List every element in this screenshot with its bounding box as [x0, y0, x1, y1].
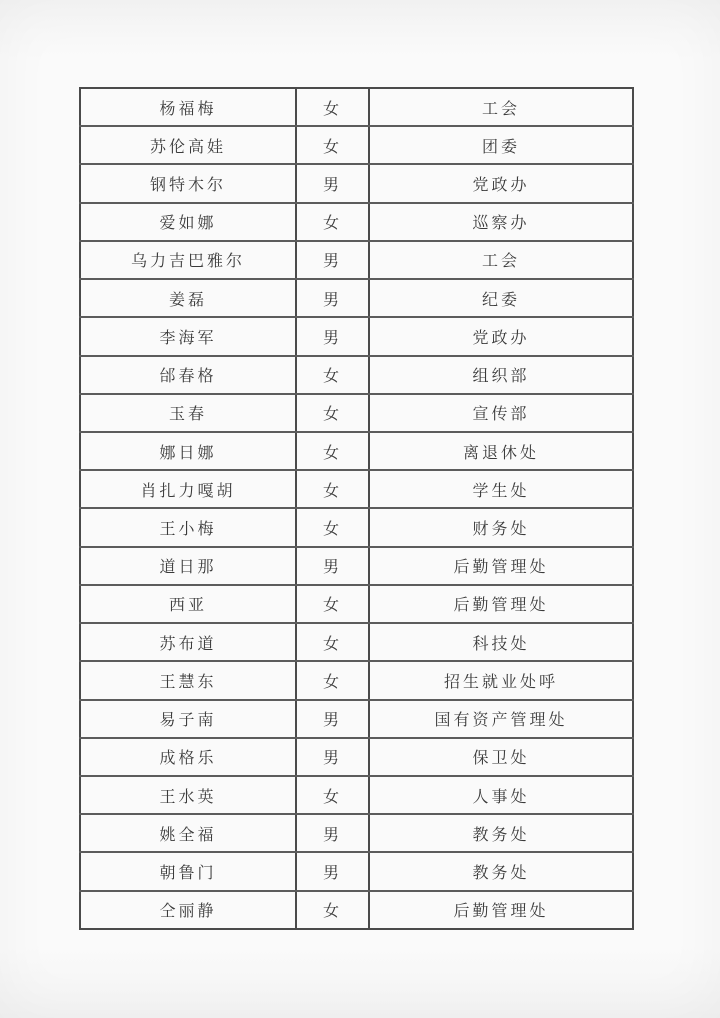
- department-cell: 工会: [369, 88, 633, 126]
- table-row: [80, 470, 633, 508]
- gender-cell: 女: [296, 776, 369, 814]
- gender-cell: 男: [296, 164, 369, 202]
- department-cell: 组织部: [369, 356, 633, 394]
- table-row: [80, 852, 633, 890]
- table-row: [80, 508, 633, 546]
- gender-cell: 女: [296, 891, 369, 929]
- name-cell: 姜磊: [80, 279, 296, 317]
- table-row: [80, 814, 633, 852]
- name-cell: 道日那: [80, 547, 296, 585]
- name-cell: 西亚: [80, 585, 296, 623]
- department-cell: 后勤管理处: [369, 891, 633, 929]
- name-cell: 成格乐: [80, 738, 296, 776]
- name-cell: 仝丽静: [80, 891, 296, 929]
- gender-cell: 女: [296, 126, 369, 164]
- name-cell: 肖扎力嘎胡: [80, 470, 296, 508]
- name-cell: 苏伦高娃: [80, 126, 296, 164]
- table-row: [80, 126, 633, 164]
- department-cell: 教务处: [369, 814, 633, 852]
- table-row: [80, 279, 633, 317]
- name-cell: 王水英: [80, 776, 296, 814]
- name-cell: 爱如娜: [80, 203, 296, 241]
- table-row: [80, 776, 633, 814]
- department-cell: 国有资产管理处: [369, 700, 633, 738]
- gender-cell: 男: [296, 279, 369, 317]
- table-row: [80, 547, 633, 585]
- gender-cell: 男: [296, 241, 369, 279]
- gender-cell: 男: [296, 814, 369, 852]
- department-cell: 财务处: [369, 508, 633, 546]
- gender-cell: 女: [296, 394, 369, 432]
- table-row: [80, 585, 633, 623]
- table-row: [80, 241, 633, 279]
- department-cell: 教务处: [369, 852, 633, 890]
- department-cell: 团委: [369, 126, 633, 164]
- name-cell: 玉春: [80, 394, 296, 432]
- department-cell: 宣传部: [369, 394, 633, 432]
- gender-cell: 女: [296, 623, 369, 661]
- department-cell: 工会: [369, 241, 633, 279]
- gender-cell: 男: [296, 700, 369, 738]
- name-cell: 朝鲁门: [80, 852, 296, 890]
- department-cell: 离退休处: [369, 432, 633, 470]
- name-cell: 乌力吉巴雅尔: [80, 241, 296, 279]
- table-row: [80, 164, 633, 202]
- gender-cell: 女: [296, 661, 369, 699]
- table-row: [80, 317, 633, 355]
- name-cell: 杨福梅: [80, 88, 296, 126]
- department-cell: 人事处: [369, 776, 633, 814]
- name-cell: 易子南: [80, 700, 296, 738]
- roster-table-body: [80, 88, 633, 929]
- table-row: [80, 203, 633, 241]
- name-cell: 苏布道: [80, 623, 296, 661]
- table-row: [80, 356, 633, 394]
- name-cell: 李海军: [80, 317, 296, 355]
- name-cell: 王小梅: [80, 508, 296, 546]
- department-cell: 党政办: [369, 164, 633, 202]
- gender-cell: 女: [296, 432, 369, 470]
- gender-cell: 男: [296, 317, 369, 355]
- gender-cell: 女: [296, 470, 369, 508]
- name-cell: 姚全福: [80, 814, 296, 852]
- table-row: [80, 394, 633, 432]
- table-row: [80, 623, 633, 661]
- table-row: [80, 700, 633, 738]
- department-cell: 保卫处: [369, 738, 633, 776]
- name-cell: 王慧东: [80, 661, 296, 699]
- department-cell: 巡察办: [369, 203, 633, 241]
- gender-cell: 女: [296, 508, 369, 546]
- department-cell: 党政办: [369, 317, 633, 355]
- gender-cell: 女: [296, 585, 369, 623]
- gender-cell: 女: [296, 88, 369, 126]
- department-cell: 后勤管理处: [369, 585, 633, 623]
- department-cell: 科技处: [369, 623, 633, 661]
- table-row: [80, 432, 633, 470]
- department-cell: 后勤管理处: [369, 547, 633, 585]
- name-cell: 邰春格: [80, 356, 296, 394]
- roster-table: [79, 87, 634, 930]
- name-cell: 钢特木尔: [80, 164, 296, 202]
- department-cell: 招生就业处呼: [369, 661, 633, 699]
- table-row: [80, 661, 633, 699]
- gender-cell: 女: [296, 356, 369, 394]
- table-row: [80, 891, 633, 929]
- department-cell: 学生处: [369, 470, 633, 508]
- department-cell: 纪委: [369, 279, 633, 317]
- name-cell: 娜日娜: [80, 432, 296, 470]
- gender-cell: 男: [296, 547, 369, 585]
- gender-cell: 女: [296, 203, 369, 241]
- table-row: [80, 88, 633, 126]
- gender-cell: 男: [296, 738, 369, 776]
- table-row: [80, 738, 633, 776]
- gender-cell: 男: [296, 852, 369, 890]
